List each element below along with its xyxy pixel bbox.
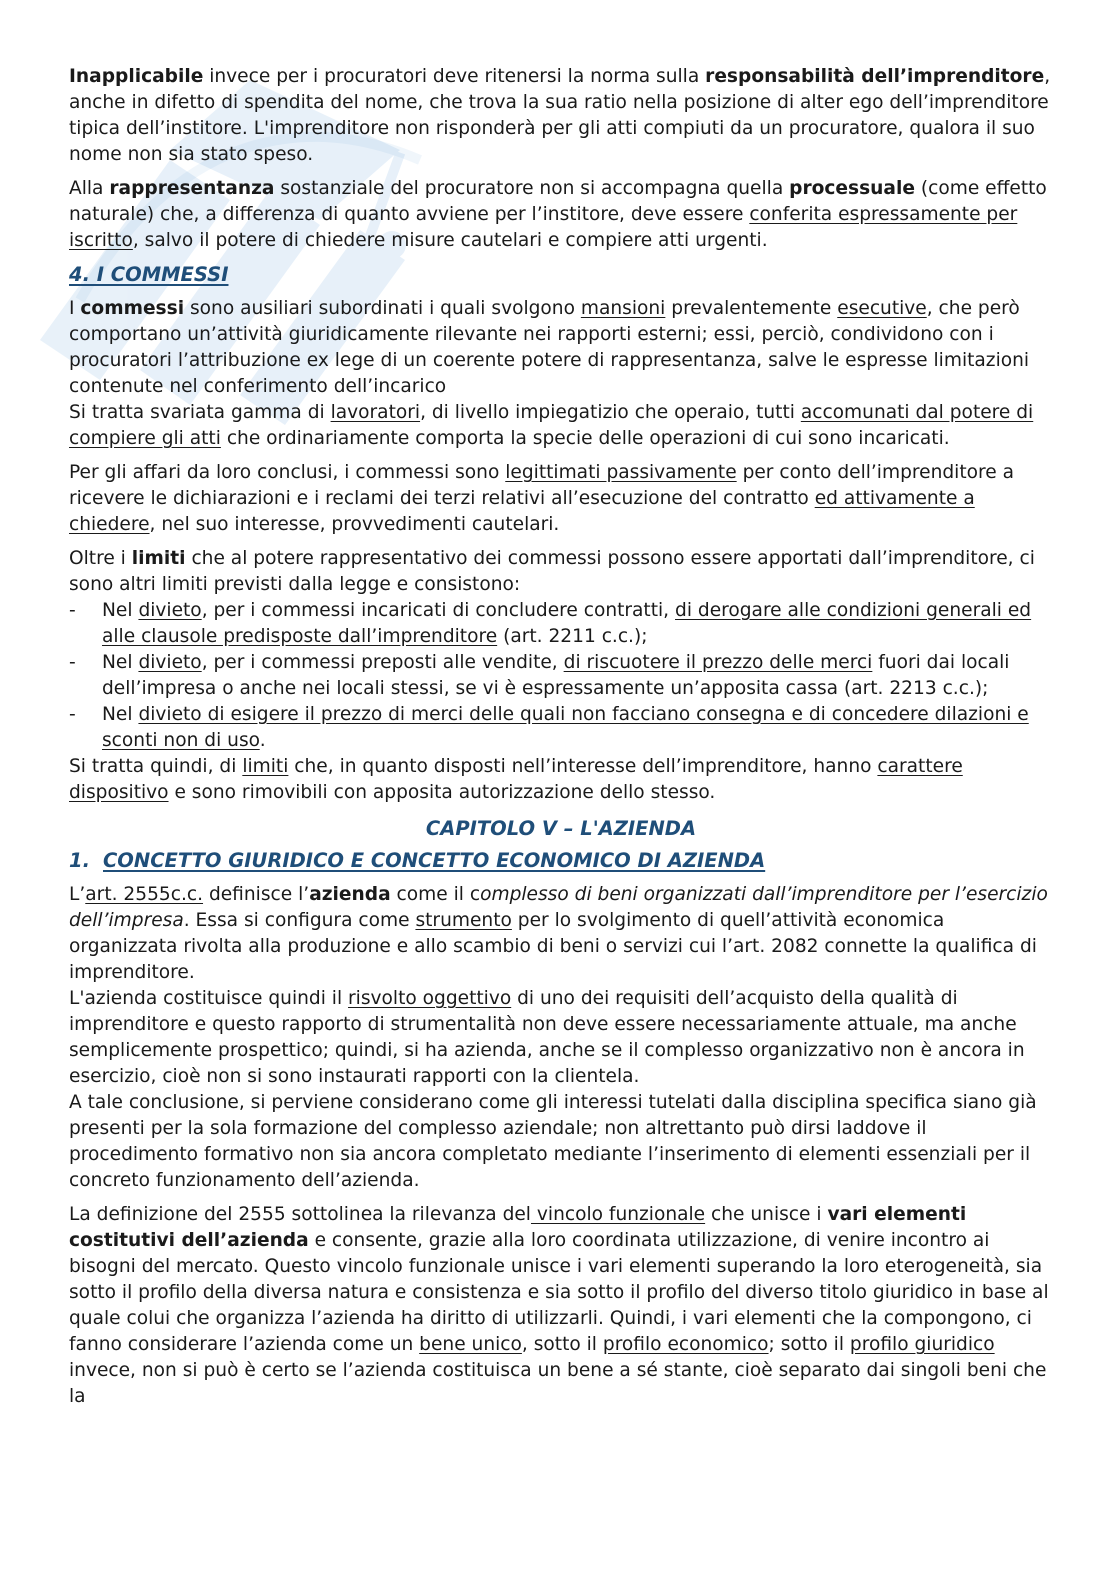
paragraph-commessi-limiti: Oltre i limiti che al potere rappresentativo dei commessi possono essere apportati dall’imprenditore, ci sono altri limiti previsti dalla legge e consistono:: [69, 548, 1035, 595]
section-heading-concetto-azienda: 1. CONCETTO GIURIDICO E CONCETTO ECONOMICO DI AZIENDA: [69, 849, 766, 872]
section-heading-commessi: 4. I COMMESSI: [69, 263, 229, 286]
paragraph-commessi-lavoratori: Si tratta svariata gamma di lavoratori, di livello impiegatizio che operaio, tutti accomunati dal potere di compiere gli atti che ordinariamente comporta la specie delle operazioni di cui sono incaricati.: [69, 402, 1034, 449]
paragraph-commessi-legittimazione: Per gli affari da loro conclusi, i commessi sono legittimati passivamente per conto dell’imprenditore a ricevere le dichiarazioni e i reclami dei terzi relativi all’esecuzione del contratto ed attivamente a chiedere, nel suo interesse, provvedimenti cautelari.: [69, 462, 1014, 535]
paragraph-rappresentanza-processuale: Alla rappresentanza sostanziale del procuratore non si accompagna quella processuale (come effetto naturale) che, a differenza di quanto avviene per l’institore, deve essere conferita espressamente per iscritto, salvo il potere di chiedere misure cautelari e compiere atti urgenti.: [69, 178, 1047, 251]
list-item: - Nel divieto di esigere il prezzo di merci delle quali non facciano consegna e di concedere dilazioni e sconti non di uso.: [69, 702, 1053, 754]
paragraph-conclusione: A tale conclusione, si perviene considerano come gli interessi tutelati dalla disciplina specifica siano già presenti per la sola formazione del complesso aziendale; non altrettanto può dirsi laddove il procedimento formativo non sia ancora completato mediante l’inserimento di elementi essenziali per il concreto funzionamento dell’azienda.: [69, 1092, 1037, 1191]
paragraph-definizione-azienda: L’art. 2555c.c. definisce l’azienda come il complesso di beni organizzati dall’imprenditore per l’esercizio dell’impresa. Essa si configura come strumento per lo svolgimento di quell’attività economica organizzata rivolta alla produzione e allo scambio di beni o servizi cui l’art. 2082 connette la qualifica di imprenditore.: [69, 884, 1048, 983]
list-item: - Nel divieto, per i commessi preposti alle vendite, di riscuotere il prezzo delle merci fuori dai locali dell’impresa o anche nei locali stessi, se vi è espressamente un’apposita cassa (art. 2213 c.c.);: [69, 650, 1053, 702]
paragraph-vincolo-funzionale: La definizione del 2555 sottolinea la rilevanza del vincolo funzionale che unisce i vari elementi costitutivi dell’azienda e consente, grazie alla loro coordinata utilizzazione, di venire incontro ai bisogni del mercato. Questo vincolo funzionale unisce i vari elementi superando la loro eterogeneità, sia sotto il profilo della diversa natura e consistenza e sia sotto il profilo del diverso titolo giuridico in base al quale colui che organizza l’azienda ha diritto di utilizzarli. Quindi, i vari elementi che la compongono, ci fanno considerare l’azienda come un bene unico, sotto il profilo economico; sotto il profilo giuridico invece, non si può è certo se l’azienda costituisca un bene a sé stante, cioè separato dai singoli beni che la: [69, 1204, 1049, 1407]
paragraph-procuratori-responsabilita: Inapplicabile invece per i procuratori deve ritenersi la norma sulla responsabilità dell’imprenditore, anche in difetto di spendita del nome, che trova la sua ratio nella posizione di alter ego dell’imprenditore tipica dell’institore. L'imprenditore non risponderà per gli atti compiuti da un procuratore, qualora il suo nome non sia stato speso.: [69, 66, 1051, 165]
limits-list: [69, 598, 1053, 754]
list-item: - Nel divieto, per i commessi incaricati di concludere contratti, di derogare alle condizioni generali ed alle clausole predisposte dall’imprenditore (art. 2211 c.c.);: [69, 598, 1053, 650]
paragraph-limiti-dispositivi: Si tratta quindi, di limiti che, in quanto disposti nell’interesse dell’imprenditore, hanno carattere dispositivo e sono rimovibili con apposita autorizzazione dello stesso.: [69, 756, 963, 803]
paragraph-commessi-definizione: I commessi sono ausiliari subordinati i quali svolgono mansioni prevalentemente esecutive, che però comportano un’attività giuridicamente rilevante nei rapporti esterni; essi, perciò, condividono con i procuratori l’attribuzione ex lege di un coerente potere di rappresentanza, salve le espresse limitazioni contenute nel conferimento dell’incarico: [69, 298, 1030, 397]
document-page: [69, 64, 1053, 1418]
chapter-title: CAPITOLO V – L'AZIENDA: [425, 817, 697, 840]
paragraph-risvolto-oggettivo: L'azienda costituisce quindi il risvolto oggettivo di uno dei requisiti dell’acquisto della qualità di imprenditore e questo rapporto di strumentalità non deve essere necessariamente attuale, ma anche semplicemente prospettico; quindi, si ha azienda, anche se il complesso organizzativo non è ancora in esercizio, cioè non si sono instaurati rapporti con la clientela.: [69, 988, 1025, 1087]
